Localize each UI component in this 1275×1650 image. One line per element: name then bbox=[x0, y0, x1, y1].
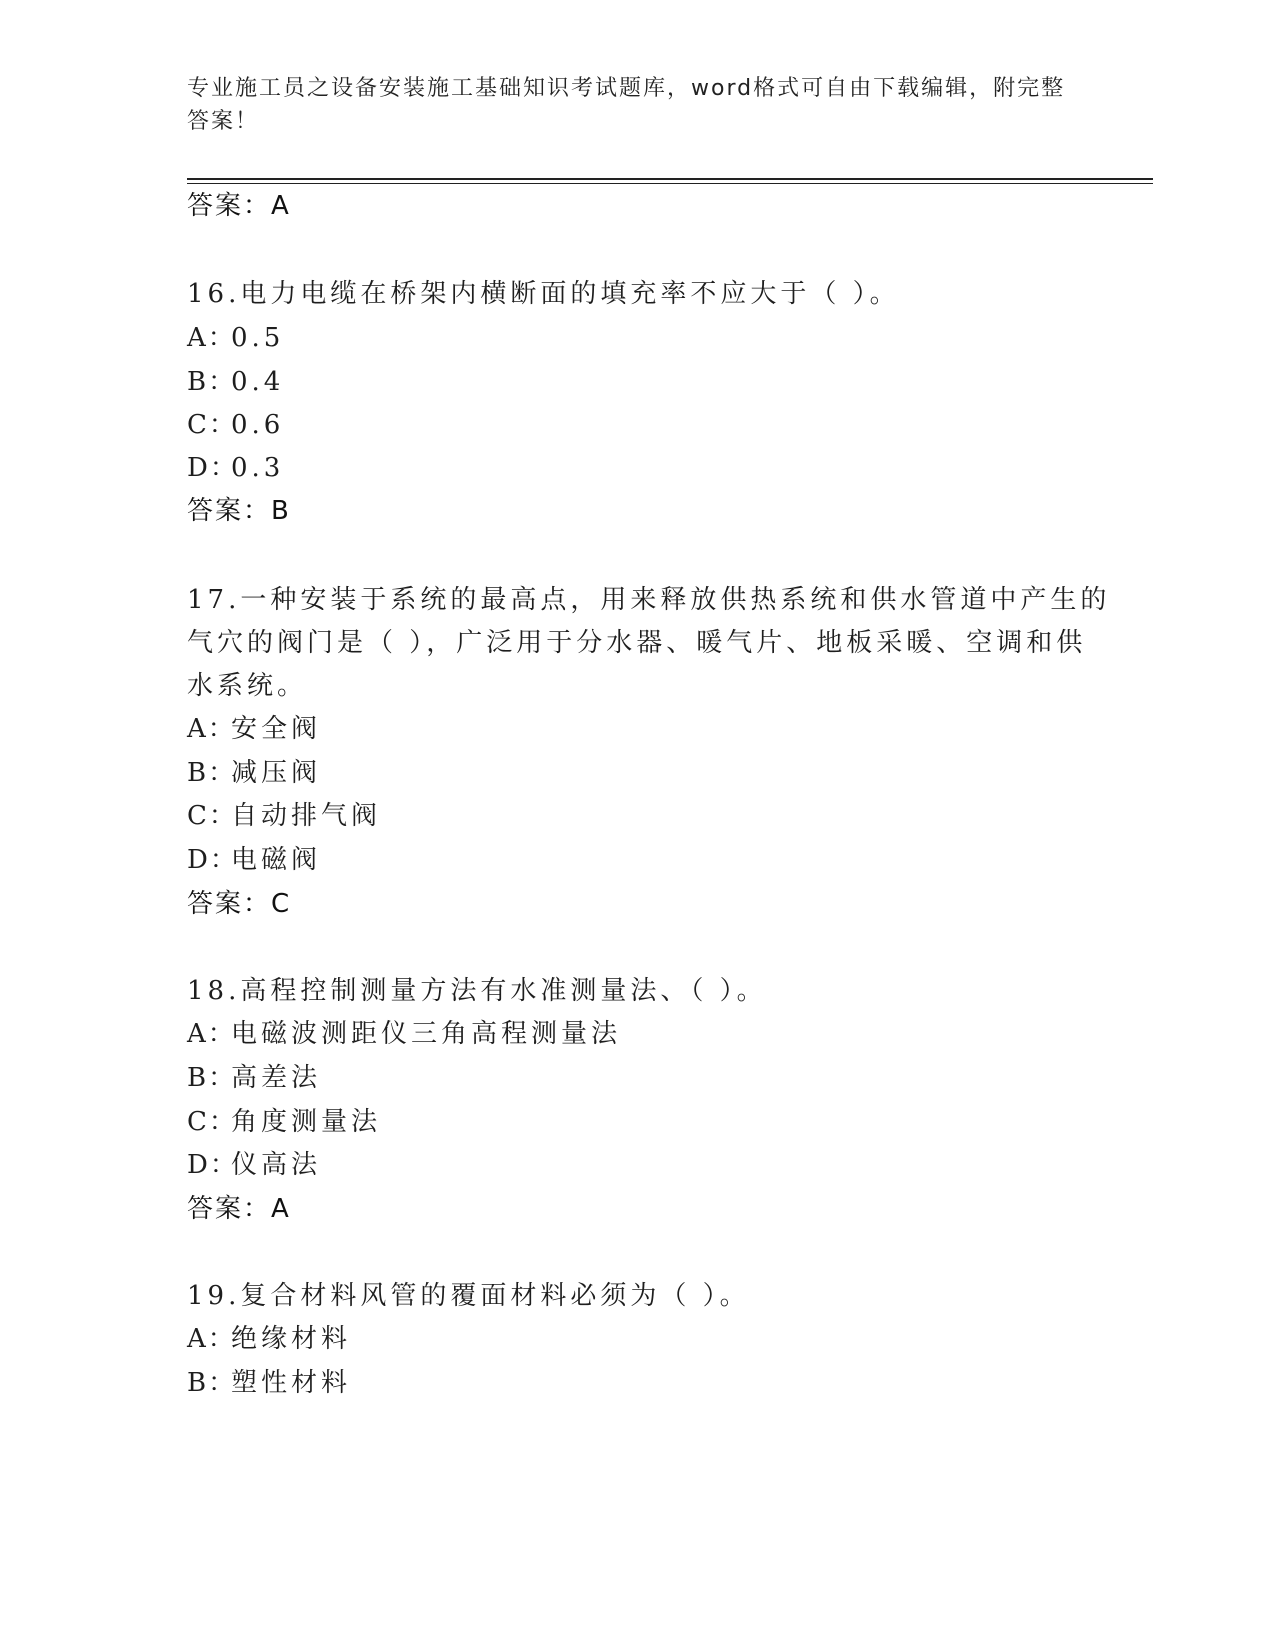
option-text: 角度测量法 bbox=[231, 1107, 382, 1137]
option-letter: A： bbox=[187, 323, 236, 353]
option-letter: C： bbox=[187, 1107, 237, 1137]
option-text: 自动排气阀 bbox=[231, 801, 382, 831]
question-18-option-d bbox=[187, 1145, 321, 1185]
header-rule-thin bbox=[187, 183, 1153, 184]
question-17-stem-line-3: 水系统。 bbox=[187, 671, 308, 701]
question-16-option-a bbox=[187, 318, 284, 358]
option-letter: B： bbox=[187, 1368, 237, 1398]
option-letter: C： bbox=[187, 801, 237, 831]
question-18-option-b bbox=[187, 1058, 321, 1098]
option-letter: A： bbox=[187, 1019, 236, 1049]
option-text: 电磁阀 bbox=[231, 845, 322, 875]
option-letter: D： bbox=[187, 1150, 238, 1180]
question-18-answer: 答案：A bbox=[187, 1194, 291, 1224]
question-19-option-a bbox=[187, 1319, 351, 1359]
question-17-stem-line-1: 17.一种安装于系统的最高点，用来释放供热系统和供水管道中产生的 bbox=[187, 585, 1111, 615]
question-17-option-c bbox=[187, 796, 381, 836]
option-text: 电磁波测距仪三角高程测量法 bbox=[231, 1019, 622, 1049]
question-18-option-a bbox=[187, 1014, 621, 1054]
option-letter: A： bbox=[187, 1324, 236, 1354]
option-text: 0.5 bbox=[231, 323, 285, 353]
question-17-option-d bbox=[187, 840, 321, 880]
question-16-option-c bbox=[187, 405, 284, 445]
question-16-answer: 答案：B bbox=[187, 496, 291, 526]
option-text: 减压阀 bbox=[231, 758, 322, 788]
header-rule-thick bbox=[187, 178, 1153, 180]
question-17-answer: 答案：C bbox=[187, 889, 292, 919]
question-16-option-d bbox=[187, 448, 284, 488]
question-17-stem-line-2: 气穴的阀门是（ ），广泛用于分水器、暖气片、地板采暖、空调和供 bbox=[187, 628, 1087, 658]
option-text: 塑性材料 bbox=[231, 1368, 352, 1398]
option-text: 仪高法 bbox=[231, 1150, 322, 1180]
option-text: 0.3 bbox=[231, 453, 285, 483]
option-text: 安全阀 bbox=[231, 714, 322, 744]
option-letter: D： bbox=[187, 453, 238, 483]
question-19-stem: 19.复合材料风管的覆面材料必须为（ ）。 bbox=[187, 1281, 750, 1311]
option-letter: B： bbox=[187, 1063, 237, 1093]
option-letter: C： bbox=[187, 410, 237, 440]
question-19-option-b bbox=[187, 1363, 351, 1403]
option-text: 高差法 bbox=[231, 1063, 322, 1093]
option-text: 绝缘材料 bbox=[231, 1324, 352, 1354]
question-18-stem: 18.高程控制测量方法有水准测量法、（ ）。 bbox=[187, 976, 767, 1006]
question-17-option-b bbox=[187, 753, 321, 793]
question-17-option-a bbox=[187, 709, 321, 749]
question-18-option-c bbox=[187, 1102, 381, 1142]
document-header: 专业施工员之设备安装施工基础知识考试题库，word格式可自由下载编辑，附完整答案！ bbox=[187, 76, 1066, 134]
option-text: 0.6 bbox=[231, 410, 285, 440]
question-16-option-b bbox=[187, 362, 284, 402]
option-letter: B： bbox=[187, 367, 237, 397]
option-text: 0.4 bbox=[231, 367, 285, 397]
option-letter: A： bbox=[187, 714, 236, 744]
question-16-stem: 16.电力电缆在桥架内横断面的填充率不应大于（ ）。 bbox=[187, 279, 900, 309]
answer-previous: 答案：A bbox=[187, 191, 291, 221]
option-letter: D： bbox=[187, 845, 238, 875]
option-letter: B： bbox=[187, 758, 237, 788]
